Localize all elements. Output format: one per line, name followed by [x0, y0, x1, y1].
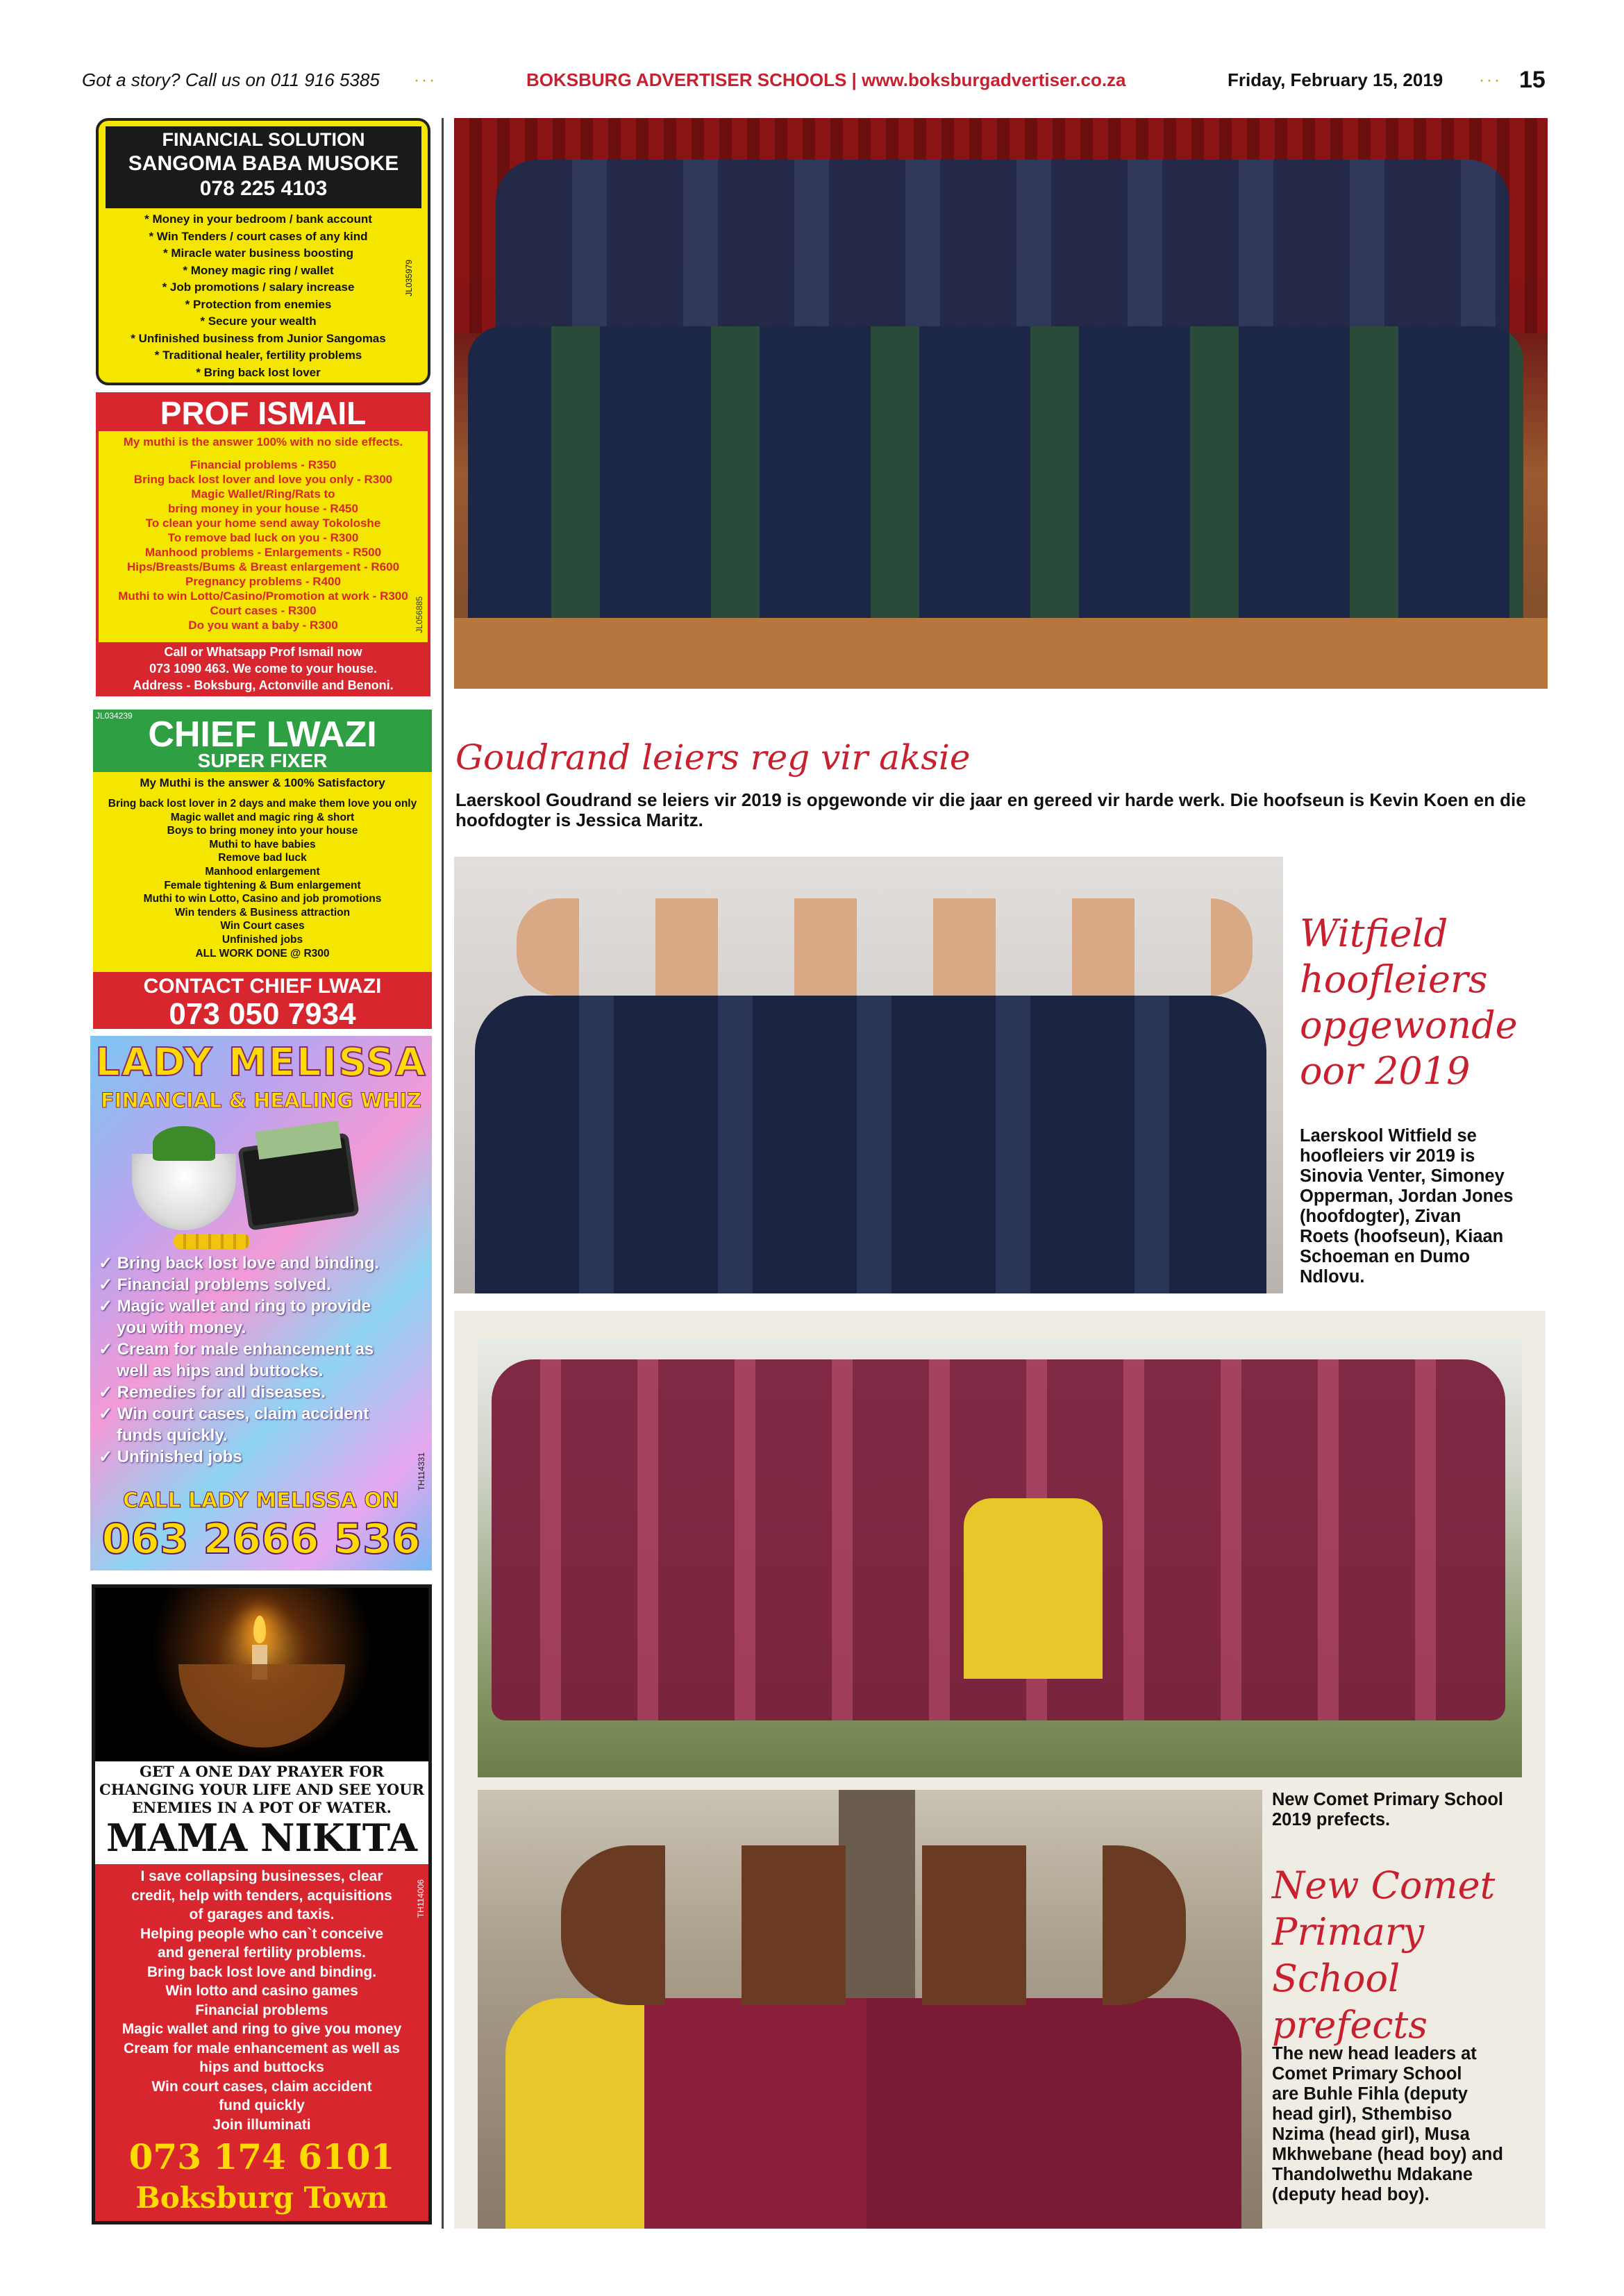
- nikita-location: [95, 2181, 428, 2215]
- ismail-item: Muthi to win Lotto/Casino/Promotion at work - R300: [118, 589, 408, 603]
- musoke-item: * Job promotions / salary increase: [162, 280, 355, 294]
- newcomet-caption-line: New Comet Primary School: [1272, 1790, 1504, 1809]
- witfield-body-line: Roets (hoofseun), Kiaan: [1300, 1227, 1504, 1246]
- goudrand-leaders-photo: [454, 118, 1548, 689]
- witfield-body-line: Opperman, Jordan Jones: [1300, 1187, 1514, 1206]
- ismail-tagline: My muthi is the answer 100% with no side effects.: [123, 435, 403, 449]
- witfield-headline-line: opgewonde: [1300, 1003, 1518, 1047]
- nikita-items: [95, 1867, 428, 2134]
- ad-lady-melissa: [90, 1036, 432, 1570]
- melissa-title-text: LADY MELISSA: [95, 1040, 427, 1085]
- ismail-footer-line: Address - Boksburg, Actonville and Benoni.: [133, 678, 394, 692]
- lwazi-items: [93, 797, 432, 960]
- newcomet-body-line: Comet Primary School: [1272, 2064, 1462, 2084]
- melissa-call-text: CALL LADY MELISSA ON: [123, 1489, 399, 1513]
- witfield-body-line: Sinovia Venter, Simoney: [1300, 1166, 1505, 1186]
- newcomet-body: [1272, 2044, 1543, 2205]
- lwazi-item: ALL WORK DONE @ R300: [195, 947, 330, 960]
- lwazi-item: Remove bad luck: [218, 852, 307, 864]
- newcomet-body-line: Nzima (head girl), Musa: [1272, 2125, 1470, 2144]
- nikita-item: Financial problems: [195, 2002, 328, 2018]
- melissa-item: ✓ Bring back lost love and binding.: [99, 1254, 380, 1273]
- ismail-title: PROF ISMAIL: [160, 395, 367, 431]
- ismail-footer: [99, 642, 428, 695]
- ismail-footer-line: 073 1090 463. We come to your house.: [149, 662, 377, 676]
- melissa-title: [90, 1040, 432, 1085]
- leaders-faces: [561, 1845, 1186, 2005]
- witfield-headline-line: hoofleiers: [1300, 957, 1488, 1001]
- musoke-item: * Miracle water business boosting: [163, 246, 353, 260]
- musoke-title-2: SANGOMA BABA MUSOKE: [128, 152, 399, 175]
- newcomet-body-line: The new head leaders at: [1272, 2044, 1477, 2063]
- lwazi-item: Win tenders & Business attraction: [174, 906, 351, 919]
- ismail-item: Hips/Breasts/Bums & Breast enlargement - R600: [126, 560, 400, 573]
- melissa-items: [99, 1252, 425, 1468]
- nikita-intro-line: ENEMIES IN A POT OF WATER.: [131, 1799, 392, 1816]
- candle-hands-photo: [95, 1588, 428, 1761]
- nikita-item: Helping people who can`t conceive: [140, 1925, 384, 1942]
- lwazi-item: Female tightening & Bum enlargement: [164, 879, 361, 891]
- mortar-pestle-icon: [132, 1154, 236, 1230]
- newcomet-headline: [1272, 1862, 1543, 2048]
- musoke-item: * Money in your bedroom / bank account: [144, 212, 372, 226]
- header-dots-right: ···: [1479, 71, 1502, 90]
- nikita-title-text: MAMA NIKITA: [106, 1816, 418, 1860]
- lwazi-ref: JL034239: [96, 711, 133, 721]
- nikita-item: I save collapsing businesses, clear: [140, 1868, 383, 1884]
- header-dots-left: ···: [414, 71, 437, 90]
- nikita-item: Win court cases, claim accident: [151, 2078, 372, 2095]
- ismail-item: Magic Wallet/Ring/Rats to: [191, 487, 335, 501]
- lwazi-contact-box: [93, 972, 432, 1029]
- musoke-item: * Unfinished business from Junior Sangomas: [131, 331, 386, 345]
- musoke-title-1: FINANCIAL SOLUTION: [162, 129, 365, 150]
- nikita-ref: TH114006: [416, 1879, 426, 1918]
- melissa-item: well as hips and buttocks.: [117, 1361, 324, 1380]
- witfield-leaders-photo: [454, 857, 1283, 1293]
- nikita-item: of garages and taxis.: [189, 1907, 335, 1922]
- musoke-item: * Protection from enemies: [185, 297, 332, 311]
- witfield-body-line: (hoofdogter), Zivan: [1300, 1207, 1462, 1226]
- ismail-item: Court cases - R300: [210, 604, 317, 617]
- melissa-item: ✓ Remedies for all diseases.: [99, 1383, 326, 1402]
- melissa-subtitle: [90, 1089, 432, 1112]
- witfield-body-line: hoofleiers vir 2019 is: [1300, 1146, 1475, 1166]
- newcomet-body-line: (deputy head boy).: [1272, 2185, 1430, 2204]
- nikita-item: Bring back lost love and binding.: [147, 1963, 377, 1980]
- leaders-uniforms: [505, 1998, 1241, 2229]
- musoke-item: * Secure your wealth: [200, 315, 317, 328]
- ad-mama-nikita: [92, 1584, 432, 2224]
- ismail-item: Pregnancy problems - R400: [185, 575, 341, 588]
- melissa-item: funds quickly.: [117, 1426, 228, 1445]
- newcomet-body-line: head girl), Sthembiso: [1272, 2104, 1453, 2124]
- wooden-stage-floor: [454, 618, 1548, 689]
- lwazi-item: Boys to bring money into your house: [167, 825, 358, 837]
- musoke-item: * Money magic ring / wallet: [183, 263, 334, 277]
- ismail-item: To clean your home send away Tokoloshe: [145, 517, 381, 530]
- newcomet-headline-line: School prefects: [1272, 1956, 1428, 2047]
- nikita-item: fund quickly: [219, 2097, 305, 2113]
- goudrand-headline: Goudrand leiers reg vir aksie: [455, 737, 971, 778]
- melissa-item: ✓ Win court cases, claim accident: [99, 1405, 369, 1423]
- nikita-intro-line: CHANGING YOUR LIFE AND SEE YOUR: [99, 1781, 424, 1798]
- newcomet-body-line: are Buhle Fihla (deputy: [1272, 2084, 1468, 2104]
- lwazi-item: Unfinished jobs: [221, 933, 303, 946]
- ismail-item: To remove bad luck on you - R300: [167, 531, 359, 544]
- nikita-item: Join illuminati: [212, 2116, 311, 2133]
- musoke-phone: 078 225 4103: [199, 177, 328, 200]
- melissa-item: you with money.: [117, 1318, 246, 1337]
- witfield-body-line: Schoeman en Dumo: [1300, 1247, 1471, 1266]
- newcomet-body-line: Mkhwebane (head boy) and: [1272, 2145, 1503, 2164]
- ismail-item: bring money in your house - R450: [168, 502, 358, 515]
- lwazi-tagline: My Muthi is the answer & 100% Satisfactory: [140, 776, 385, 789]
- goudrand-body: Laerskool Goudrand se leiers vir 2019 is opgewonde vir die jaar en gereed vir harde werk. Die hoofseun is Kevin Koen en die hoofdogter is Jessica Maritz.: [455, 789, 1526, 830]
- lwazi-item: Muthi to have babies: [209, 838, 316, 850]
- coins-icon: [174, 1234, 250, 1249]
- musoke-item: * Win Tenders / court cases of any kind: [149, 229, 368, 243]
- nikita-item: hips and buttocks: [199, 2059, 324, 2075]
- students-group-front: [468, 326, 1523, 618]
- student-faces: [517, 898, 1253, 996]
- ismail-item: Bring back lost lover and love you only - R300: [133, 473, 393, 486]
- header-story-line: Got a story? Call us on 011 916 5385: [82, 69, 380, 90]
- newcomet-caption-line: 2019 prefects.: [1272, 1810, 1391, 1829]
- melissa-item: ✓ Cream for male enhancement as: [99, 1340, 374, 1359]
- ismail-ref: JL056885: [415, 596, 424, 633]
- lwazi-item: Win Court cases: [220, 920, 305, 932]
- candle-flame-icon: [253, 1616, 266, 1643]
- header-date: Friday, February 15, 2019: [1228, 69, 1443, 90]
- lwazi-phone: 073 050 7934: [169, 997, 356, 1029]
- nikita-phone: [95, 2136, 428, 2177]
- nikita-intro-line: GET A ONE DAY PRAYER FOR: [140, 1763, 384, 1780]
- newcomet-body-line: Thandolwethu Mdakane: [1272, 2165, 1473, 2184]
- herb-leaves-icon: [153, 1126, 215, 1161]
- witfield-body-line: Laerskool Witfield se: [1300, 1126, 1477, 1146]
- ad-prof-ismail: [96, 392, 430, 696]
- witfield-body: [1300, 1126, 1543, 1287]
- melissa-item: ✓ Magic wallet and ring to provide: [99, 1297, 371, 1316]
- witfield-body-line: Ndlovu.: [1300, 1267, 1365, 1287]
- nikita-item: credit, help with tenders, acquisitions: [131, 1887, 392, 1904]
- melissa-item: ✓ Unfinished jobs: [99, 1448, 242, 1466]
- ismail-footer-line: Call or Whatsapp Prof Ismail now: [164, 645, 362, 659]
- musoke-items: [106, 211, 411, 381]
- newcomet-headline-line: Primary: [1272, 1910, 1425, 1954]
- lwazi-item: Bring back lost lover in 2 days and make them love you only: [108, 798, 417, 810]
- melissa-ref: TH114331: [417, 1452, 426, 1491]
- header-publication: BOKSBURG ADVERTISER SCHOOLS | www.boksburgadvertiser.co.za: [526, 69, 1126, 90]
- newcomet-caption: [1272, 1790, 1536, 1830]
- witfield-headline-line: oor 2019: [1300, 1049, 1471, 1093]
- lwazi-item: Magic wallet and magic ring & short: [170, 811, 355, 823]
- musoke-item: * Bring back lost lover: [196, 365, 321, 379]
- ismail-item: Financial problems - R350: [190, 458, 337, 471]
- lwazi-contact: CONTACT CHIEF LWAZI: [143, 975, 382, 998]
- melissa-phone-text: 063 2666 536: [101, 1515, 421, 1564]
- witfield-headline-line: Witfield: [1300, 912, 1448, 955]
- musoke-title-box: [106, 126, 421, 208]
- newcomet-prefects-group-photo: [478, 1339, 1522, 1777]
- witfield-headline: [1300, 911, 1536, 1094]
- hands-icon: [178, 1664, 345, 1748]
- nikita-item: and general fertility problems.: [158, 1945, 366, 1961]
- newcomet-head-leaders-photo: [478, 1790, 1262, 2229]
- nikita-intro: [95, 1763, 428, 1817]
- ad-chief-lwazi: [93, 710, 432, 1029]
- ismail-item: Do you want a baby - R300: [188, 619, 338, 632]
- nikita-phone-text: 073 174 6101: [128, 2136, 395, 2177]
- nikita-title: [95, 1816, 428, 1860]
- melissa-subtitle-text: FINANCIAL & HEALING WHIZ: [100, 1089, 422, 1112]
- lwazi-title: CHIEF LWAZI: [148, 714, 377, 755]
- melissa-phone: [90, 1515, 432, 1564]
- lwazi-subtitle: SUPER FIXER: [197, 750, 328, 771]
- column-divider: [442, 118, 444, 2229]
- melissa-call: [90, 1489, 432, 1513]
- ismail-item: Manhood problems - Enlargements - R500: [144, 546, 382, 559]
- ismail-title-box: [99, 395, 428, 431]
- students-blazers: [475, 996, 1266, 1293]
- ad-sangoma-musoke: [96, 118, 430, 385]
- lwazi-title-box: [93, 710, 432, 772]
- nikita-item: Magic wallet and ring to give you money: [122, 2021, 402, 2037]
- lwazi-item: Manhood enlargement: [205, 865, 320, 878]
- nikita-item: Cream for male enhancement as well as: [123, 2040, 400, 2056]
- page-number: 15: [1519, 67, 1546, 93]
- nikita-item: Win lotto and casino games: [165, 1983, 358, 1999]
- lwazi-item: Muthi to win Lotto, Casino and job promotions: [143, 893, 382, 905]
- students-yellow-shirts: [964, 1498, 1103, 1679]
- page-header: [82, 67, 1547, 94]
- newcomet-headline-line: New Comet: [1272, 1863, 1496, 1907]
- musoke-ref: JL035979: [404, 260, 414, 296]
- nikita-location-text: Boksburg Town: [135, 2181, 388, 2215]
- ismail-items: [99, 458, 428, 632]
- musoke-item: * Traditional healer, fertility problems: [154, 349, 362, 362]
- melissa-item: ✓ Financial problems solved.: [99, 1275, 331, 1294]
